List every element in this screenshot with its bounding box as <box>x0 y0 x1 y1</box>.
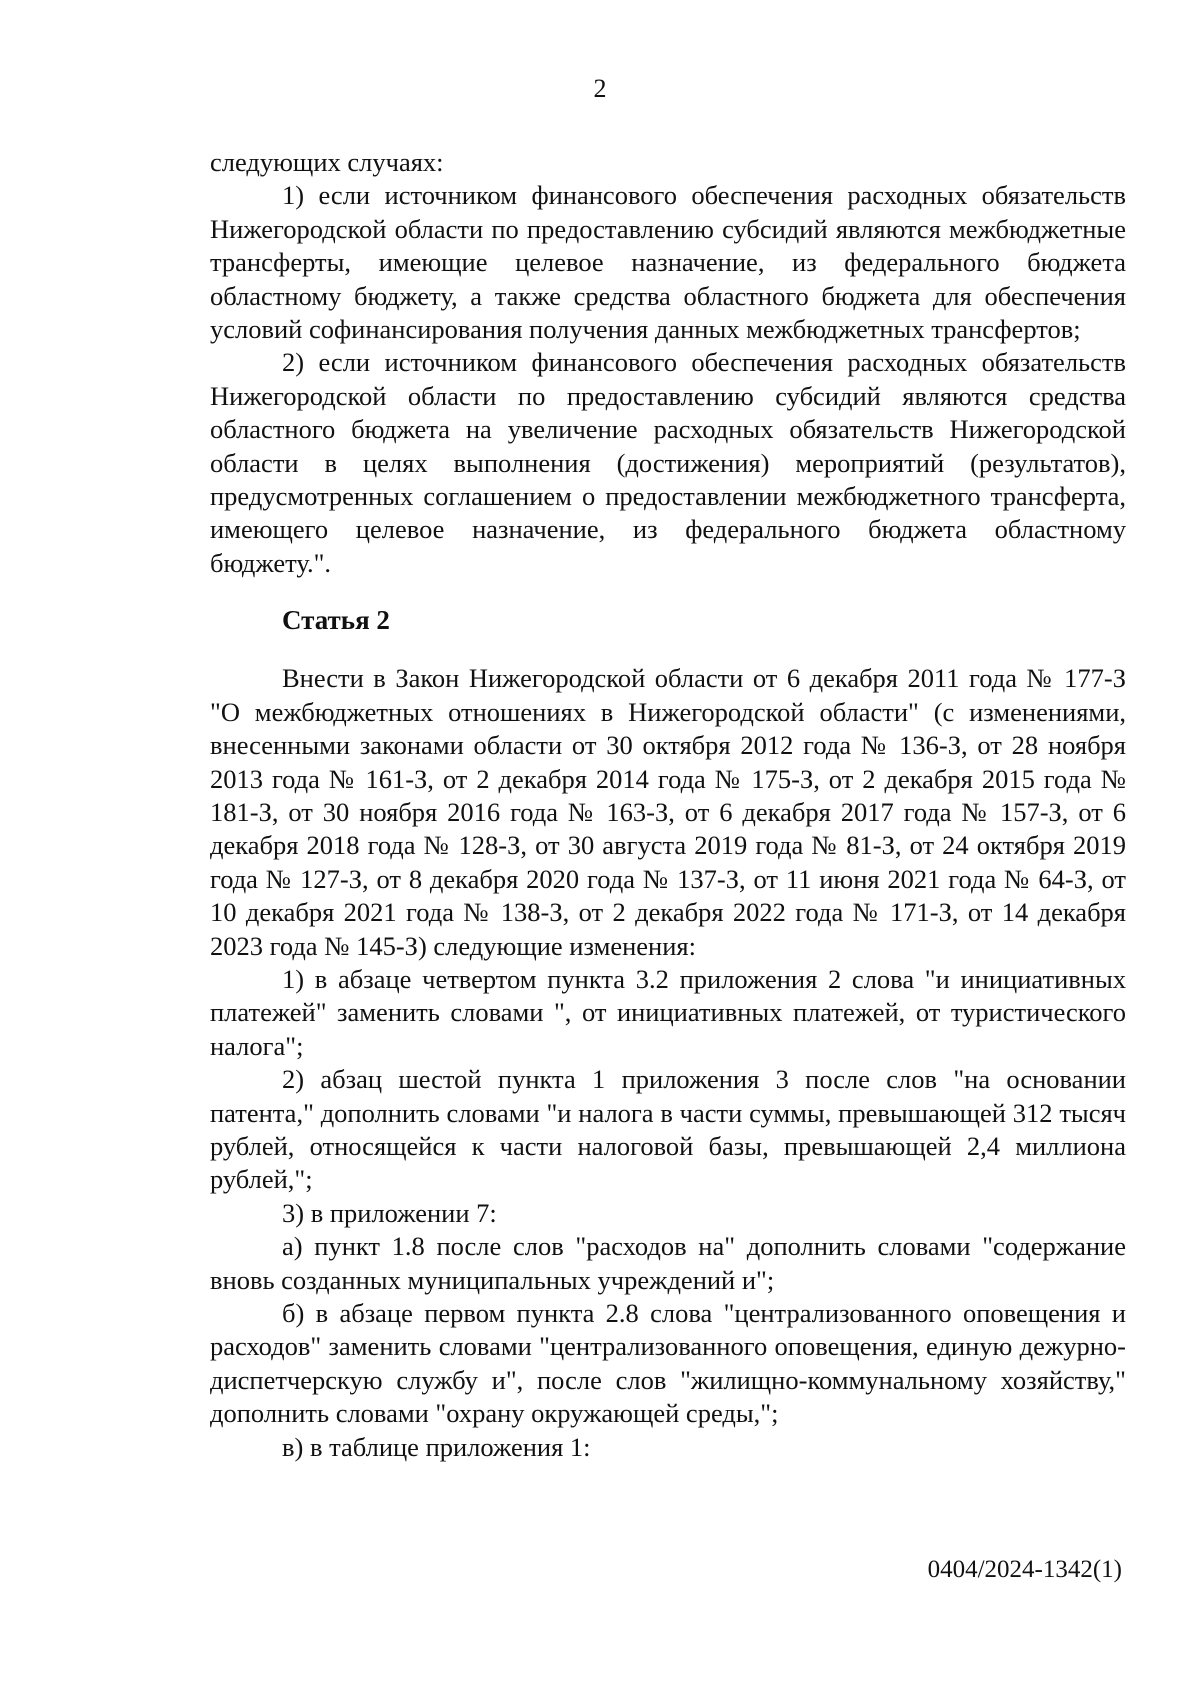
page-number: 2 <box>593 74 607 103</box>
paragraph-item-1: 1) если источником финансового обеспечения расходных обязательств Нижегородской области по предоставлению субсидий являются межбюджетные трансферты, имеющие целевое назначение, из федерального бюджета областному бюджету, а также средства областного бюджета для обеспечения условий софинансирования получения данных межбюджетных трансфертов; <box>210 180 1126 345</box>
document-body <box>210 146 1126 1464</box>
amendment-item-2: 2) абзац шестой пункта 1 приложения 3 после слов "на основании патента," дополнить словами "и налога в части суммы, превышающей 312 тысяч рублей, относящейся к части налоговой базы, превышающей 2,4 миллиона рублей,"; <box>210 1064 1126 1195</box>
amendment-item-1: 1) в абзаце четвертом пункта 3.2 приложения 2 слова "и инициативных платежей" заменить словами ", от инициативных платежей, от туристического налога"; <box>210 963 1126 1061</box>
document-code: 0404/2024-1342(1) <box>927 1556 1122 1583</box>
amendment-item-3: 3) в приложении 7: <box>282 1197 497 1228</box>
article-intro-paragraph: Внести в Закон Нижегородской области от 6 декабря 2011 года № 177-З "О межбюджетных отношениях в Нижегородской области" (с изменениями, внесенными законами области от 30 октября 2012 года № 136-З, от 28 ноября 2013 года № 161-З, от 2 декабря 2014 года № 175-З, от 2 декабря 2015 года № 181-З, от 30 ноября 2016 года № 163-З, от 6 декабря 2017 года № 157-З, от 6 декабря 2018 года № 128-З, от 30 августа 2019 года № 81-З, от 24 октября 2019 года № 127-З, от 8 декабря 2020 года № 137-З, от 11 июня 2021 года № 64-З, от 10 декабря 2021 года № 138-З, от 2 декабря 2022 года № 171-З, от 14 декабря 2023 года № 145-З) следующие изменения: <box>210 663 1126 961</box>
amendment-subitem-a: а) пункт 1.8 после слов "расходов на" дополнить словами "содержание вновь созданных муниципальных учреждений и"; <box>210 1231 1126 1295</box>
paragraph-continuation: следующих случаях: <box>210 147 444 177</box>
amendment-subitem-v: в) в таблице приложения 1: <box>282 1431 591 1462</box>
paragraph-item-2: 2) если источником финансового обеспечения расходных обязательств Нижегородской области по предоставлению субсидий являются средства областного бюджета на увеличение расходных обязательств Нижегородской области в целях выполнения (достижения) мероприятий (результатов), предусмотренных соглашением о предоставлении межбюджетного трансферта, имеющего целевое назначение, из федерального бюджета областному бюджету.". <box>210 347 1126 578</box>
article-heading: Статья 2 <box>282 605 390 636</box>
amendment-subitem-b: б) в абзаце первом пункта 2.8 слова "централизованного оповещения и расходов" заменить словами "централизованного оповещения, единую дежурно-диспетчерскую службу и", после слов "жилищно-коммунальному хозяйству," дополнить словами "охрану окружающей среды,"; <box>210 1298 1126 1429</box>
